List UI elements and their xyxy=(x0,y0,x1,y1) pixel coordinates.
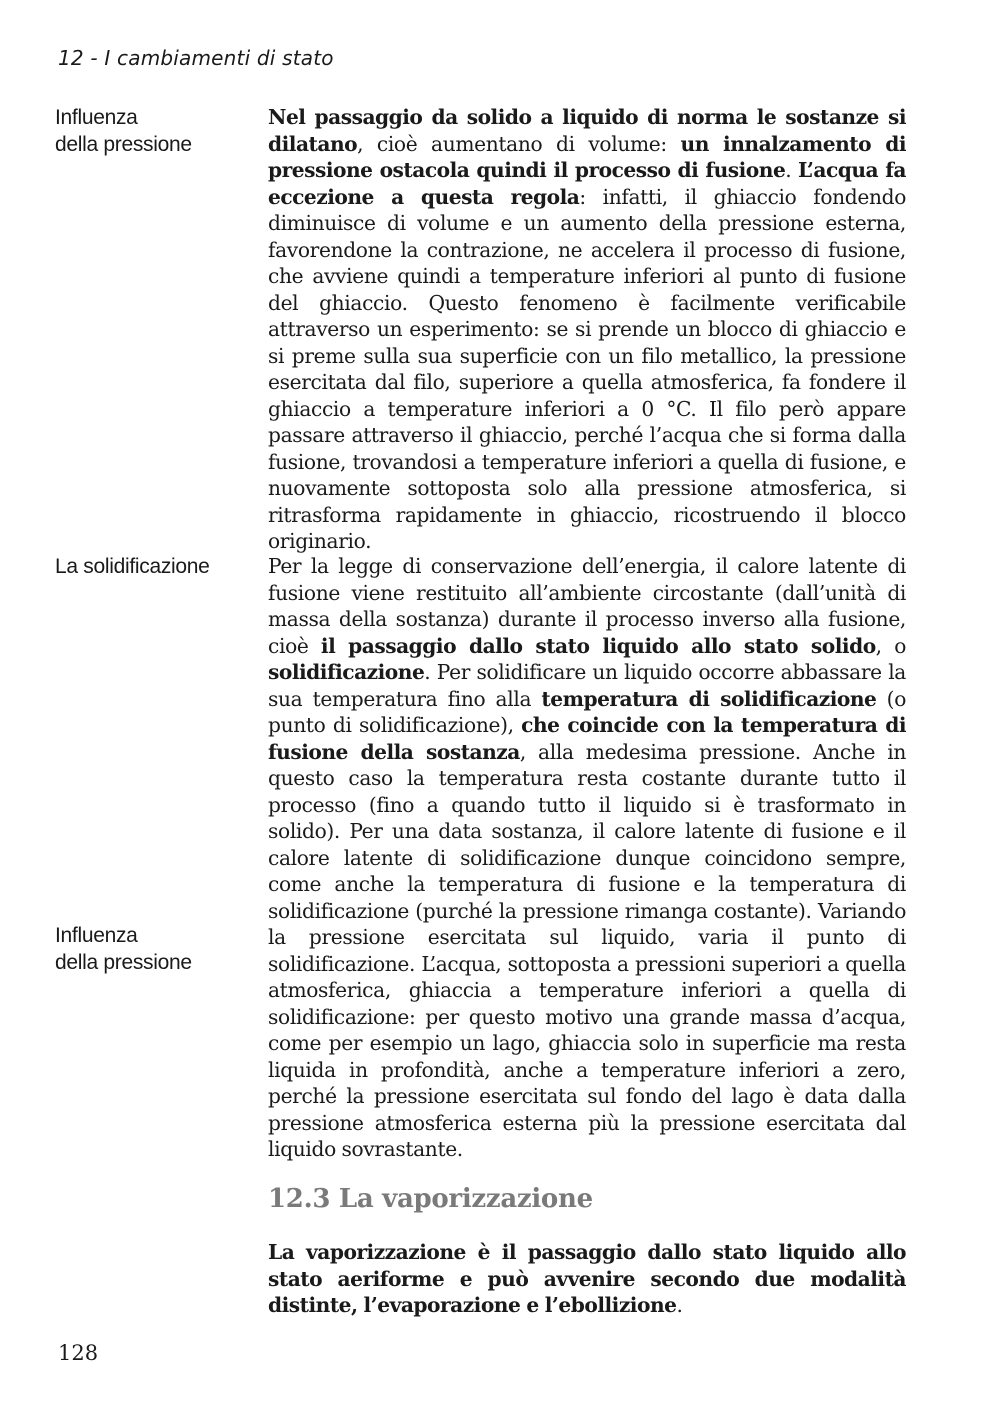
paragraph-solidification xyxy=(268,553,906,1163)
bold-text: temperatura di solidificazione xyxy=(541,686,877,711)
text-run: , o xyxy=(875,633,906,658)
margin-note-line: della pressione xyxy=(55,951,192,974)
bold-text: Nel passaggio da solido a liquido di norma le sostanze si dilatano xyxy=(268,105,906,156)
margin-note-pressure-2 xyxy=(55,922,192,976)
bold-text: che coincide con la temperatura di fusione della sostanza xyxy=(268,713,907,764)
text-run: , cioè aumentano di volume: xyxy=(357,131,681,156)
paragraph-melting-pressure xyxy=(268,104,906,555)
text-run: . xyxy=(785,158,799,182)
bold-text: L’acqua fa eccezione a questa regola xyxy=(268,158,907,209)
running-head: 12 - I cambiamenti di stato xyxy=(58,46,334,70)
text-run: . Per solidificare un liquido occorre abbassare la sua temperatura fino alla xyxy=(268,660,906,711)
section-heading: 12.3 La vaporizzazione xyxy=(268,1184,593,1214)
text-run: (o punto di solidificazione), xyxy=(268,686,907,737)
margin-note-line: Influenza xyxy=(55,106,138,129)
margin-note-solidification xyxy=(55,553,210,580)
intro-period: . xyxy=(676,1293,683,1317)
bold-text: il passaggio dallo stato liquido allo stato solido xyxy=(320,633,876,658)
text-run: , alla medesima pressione. Anche in questo caso la temperatura resta costante durante tutto il processo (fino a quando tutto il liquido si è trasformato in solido). Per una data sostanza, il calore latente di fusione e il calore latente di solidificazione dunque coincidono sempre, come anche la temperatura di fusione e la temperatura di solidificazione (purché la pressione rimanga costante). Variando la pressione esercitata sul liquido, varia il punto di solidificazione. L’acqua, sottoposta a pressioni superiori a quella atmosferica, ghiaccia a temperature inferiori a quella di solidificazione: per questo motivo una grande massa d’acqua, come per esempio un lago, ghiaccia solo in superficie ma resta liquida in profondità, anche a temperature inferiori a zero, perché la pressione esercitata sul fondo del lago è data dalla pressione atmosferica esterna più la pressione esercitata dal liquido sovrastante. xyxy=(268,739,906,1161)
margin-note-pressure-1 xyxy=(55,104,192,158)
margin-note-line: La solidificazione xyxy=(55,555,210,578)
margin-note-line: Influenza xyxy=(55,924,138,947)
intro-bold-text: La vaporizzazione è il passaggio dallo stato liquido allo stato aeriforme e può avvenire secondo due modalità distinte, l’evaporazione e l’ebollizione xyxy=(268,1240,906,1317)
text-run: Per la legge di conservazione dell’energia, il calore latente di fusione viene restituito all’ambiente circostante (dall’unità di massa della sostanza) durante il processo inverso alla fusione, cioè xyxy=(268,554,906,658)
margin-note-line: della pressione xyxy=(55,133,192,156)
bold-text: solidificazione xyxy=(268,660,425,684)
section-intro xyxy=(268,1239,906,1319)
text-run: : infatti, il ghiaccio fondendo diminuisce di volume e un aumento della pressione esterna, favorendone la contrazione, ne accelera il processo di fusione, che avviene quindi a temperature inferiori al punto di fusione del ghiaccio. Questo fenomeno è facilmente verificabile attraverso un esperimento: se si prende un blocco di ghiaccio e si preme sulla sua superficie con un filo metallico, la pressione esercitata dal filo, superiore a quella atmosferica, fa fondere il ghiaccio a temperature inferiori a 0 °C. Il filo però appare passare attraverso il ghiaccio, perché l’acqua che si forma dalla fusione, trovandosi a temperature inferiori a quella di fusione, e nuovamente sottoposta solo alla pressione atmosferica, si ritrasforma rapidamente in ghiaccio, ricostruendo il blocco originario. xyxy=(268,184,907,553)
bold-text: un innalzamento di pressione ostacola quindi il processo di fusione xyxy=(268,131,906,182)
page-number: 128 xyxy=(58,1341,99,1365)
